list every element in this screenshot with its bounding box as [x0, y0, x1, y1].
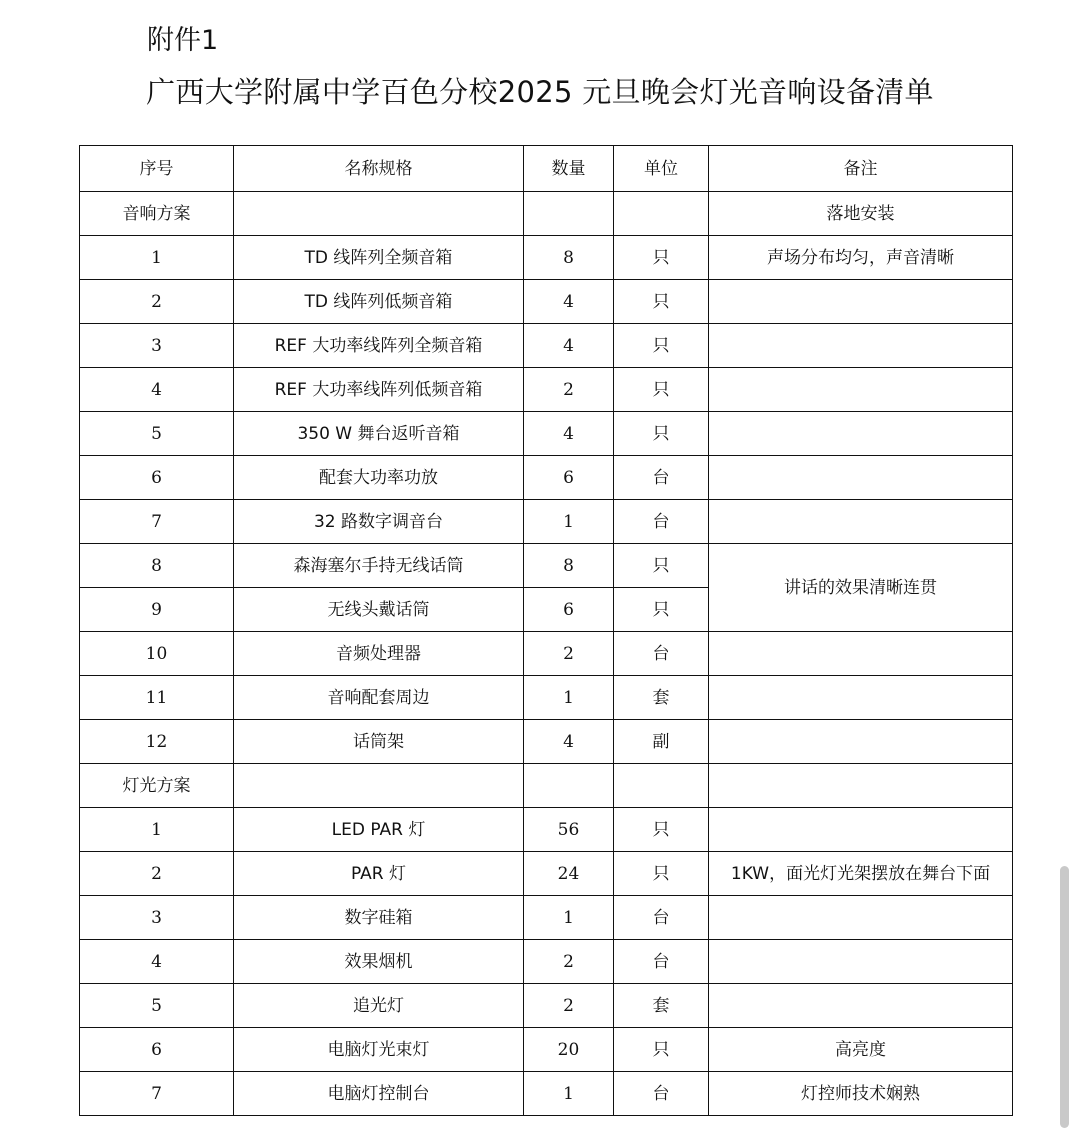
row-qty: 2 [524, 984, 614, 1028]
row-qty: 2 [524, 368, 614, 412]
empty-cell [709, 764, 1013, 808]
row-note [709, 984, 1013, 1028]
section-note: 落地安装 [709, 192, 1013, 236]
row-name: 森海塞尔手持无线话筒 [234, 544, 524, 588]
row-name: 无线头戴话筒 [234, 588, 524, 632]
row-no: 1 [80, 808, 234, 852]
table-row [80, 236, 1013, 280]
row-name: 32 路数字调音台 [234, 500, 524, 544]
row-no: 1 [80, 236, 234, 280]
row-name: REF 大功率线阵列全频音箱 [234, 324, 524, 368]
row-no: 8 [80, 544, 234, 588]
row-name: 话筒架 [234, 720, 524, 764]
row-unit: 套 [614, 984, 709, 1028]
row-qty: 1 [524, 500, 614, 544]
row-qty: 4 [524, 412, 614, 456]
row-name: LED PAR 灯 [234, 808, 524, 852]
row-qty: 56 [524, 808, 614, 852]
table-row [80, 500, 1013, 544]
row-name: PAR 灯 [234, 852, 524, 896]
row-name: 音响配套周边 [234, 676, 524, 720]
table-row [80, 1072, 1013, 1116]
row-qty: 2 [524, 940, 614, 984]
row-no: 4 [80, 940, 234, 984]
row-no: 5 [80, 412, 234, 456]
row-note [709, 456, 1013, 500]
row-unit: 只 [614, 808, 709, 852]
table-row [80, 456, 1013, 500]
table-row [80, 896, 1013, 940]
row-note [709, 412, 1013, 456]
row-name: 音频处理器 [234, 632, 524, 676]
table-header-row [80, 146, 1013, 192]
row-name: 追光灯 [234, 984, 524, 1028]
empty-cell [524, 764, 614, 808]
row-unit: 台 [614, 456, 709, 500]
table-row [80, 368, 1013, 412]
scrollbar-thumb[interactable] [1060, 866, 1069, 1128]
row-unit: 只 [614, 324, 709, 368]
table-row [80, 280, 1013, 324]
row-unit: 只 [614, 280, 709, 324]
row-note [709, 940, 1013, 984]
row-note: 灯控师技术娴熟 [709, 1072, 1013, 1116]
row-note: 声场分布均匀，声音清晰 [709, 236, 1013, 280]
empty-cell [234, 192, 524, 236]
table-row [80, 412, 1013, 456]
row-qty: 1 [524, 676, 614, 720]
table-row [80, 808, 1013, 852]
row-note [709, 632, 1013, 676]
row-no: 10 [80, 632, 234, 676]
table-row [80, 324, 1013, 368]
table-row [80, 984, 1013, 1028]
row-no: 5 [80, 984, 234, 1028]
table-row [80, 852, 1013, 896]
row-qty: 8 [524, 544, 614, 588]
row-qty: 6 [524, 456, 614, 500]
row-name: 配套大功率功放 [234, 456, 524, 500]
row-no: 3 [80, 324, 234, 368]
empty-cell [524, 192, 614, 236]
row-qty: 4 [524, 324, 614, 368]
row-name: TD 线阵列全频音箱 [234, 236, 524, 280]
table-row [80, 676, 1013, 720]
empty-cell [614, 764, 709, 808]
row-unit: 只 [614, 852, 709, 896]
row-note [709, 324, 1013, 368]
row-note-merged: 讲话的效果清晰连贯 [709, 544, 1013, 632]
row-name: 效果烟机 [234, 940, 524, 984]
table-row [80, 544, 1013, 588]
section-row-audio [80, 192, 1013, 236]
document-title: 广西大学附属中学百色分校2025 元旦晚会灯光音响设备清单 [146, 75, 934, 109]
row-no: 7 [80, 1072, 234, 1116]
section-label: 灯光方案 [80, 764, 234, 808]
row-no: 3 [80, 896, 234, 940]
row-unit: 台 [614, 632, 709, 676]
row-unit: 只 [614, 236, 709, 280]
row-unit: 套 [614, 676, 709, 720]
row-note: 高亮度 [709, 1028, 1013, 1072]
row-unit: 台 [614, 500, 709, 544]
table-row [80, 720, 1013, 764]
row-no: 6 [80, 456, 234, 500]
empty-cell [614, 192, 709, 236]
row-note [709, 676, 1013, 720]
row-unit: 副 [614, 720, 709, 764]
row-unit: 台 [614, 1072, 709, 1116]
row-note [709, 720, 1013, 764]
row-name: REF 大功率线阵列低频音箱 [234, 368, 524, 412]
row-qty: 24 [524, 852, 614, 896]
row-qty: 4 [524, 280, 614, 324]
row-qty: 4 [524, 720, 614, 764]
row-note: 1KW，面光灯光架摆放在舞台下面 [709, 852, 1013, 896]
row-note [709, 280, 1013, 324]
row-unit: 只 [614, 588, 709, 632]
row-no: 9 [80, 588, 234, 632]
section-row-lighting [80, 764, 1013, 808]
row-no: 7 [80, 500, 234, 544]
header-unit: 单位 [614, 146, 709, 192]
row-note [709, 808, 1013, 852]
row-note [709, 368, 1013, 412]
row-name: 350 W 舞台返听音箱 [234, 412, 524, 456]
row-qty: 6 [524, 588, 614, 632]
attachment-label: 附件1 [147, 25, 219, 56]
row-qty: 1 [524, 1072, 614, 1116]
row-qty: 2 [524, 632, 614, 676]
row-unit: 只 [614, 544, 709, 588]
row-unit: 只 [614, 368, 709, 412]
row-qty: 8 [524, 236, 614, 280]
row-note [709, 500, 1013, 544]
table-row [80, 632, 1013, 676]
row-no: 2 [80, 280, 234, 324]
header-note: 备注 [709, 146, 1013, 192]
row-unit: 台 [614, 896, 709, 940]
empty-cell [234, 764, 524, 808]
row-no: 11 [80, 676, 234, 720]
row-qty: 20 [524, 1028, 614, 1072]
row-name: 电脑灯控制台 [234, 1072, 524, 1116]
row-unit: 只 [614, 1028, 709, 1072]
row-name: 电脑灯光束灯 [234, 1028, 524, 1072]
row-name: TD 线阵列低频音箱 [234, 280, 524, 324]
row-no: 4 [80, 368, 234, 412]
row-no: 2 [80, 852, 234, 896]
row-no: 6 [80, 1028, 234, 1072]
header-qty: 数量 [524, 146, 614, 192]
row-no: 12 [80, 720, 234, 764]
equipment-table [79, 145, 1013, 1116]
row-unit: 只 [614, 412, 709, 456]
row-unit: 台 [614, 940, 709, 984]
header-name: 名称规格 [234, 146, 524, 192]
table-row [80, 1028, 1013, 1072]
row-name: 数字硅箱 [234, 896, 524, 940]
row-qty: 1 [524, 896, 614, 940]
row-note [709, 896, 1013, 940]
header-no: 序号 [80, 146, 234, 192]
section-label: 音响方案 [80, 192, 234, 236]
table-row [80, 940, 1013, 984]
